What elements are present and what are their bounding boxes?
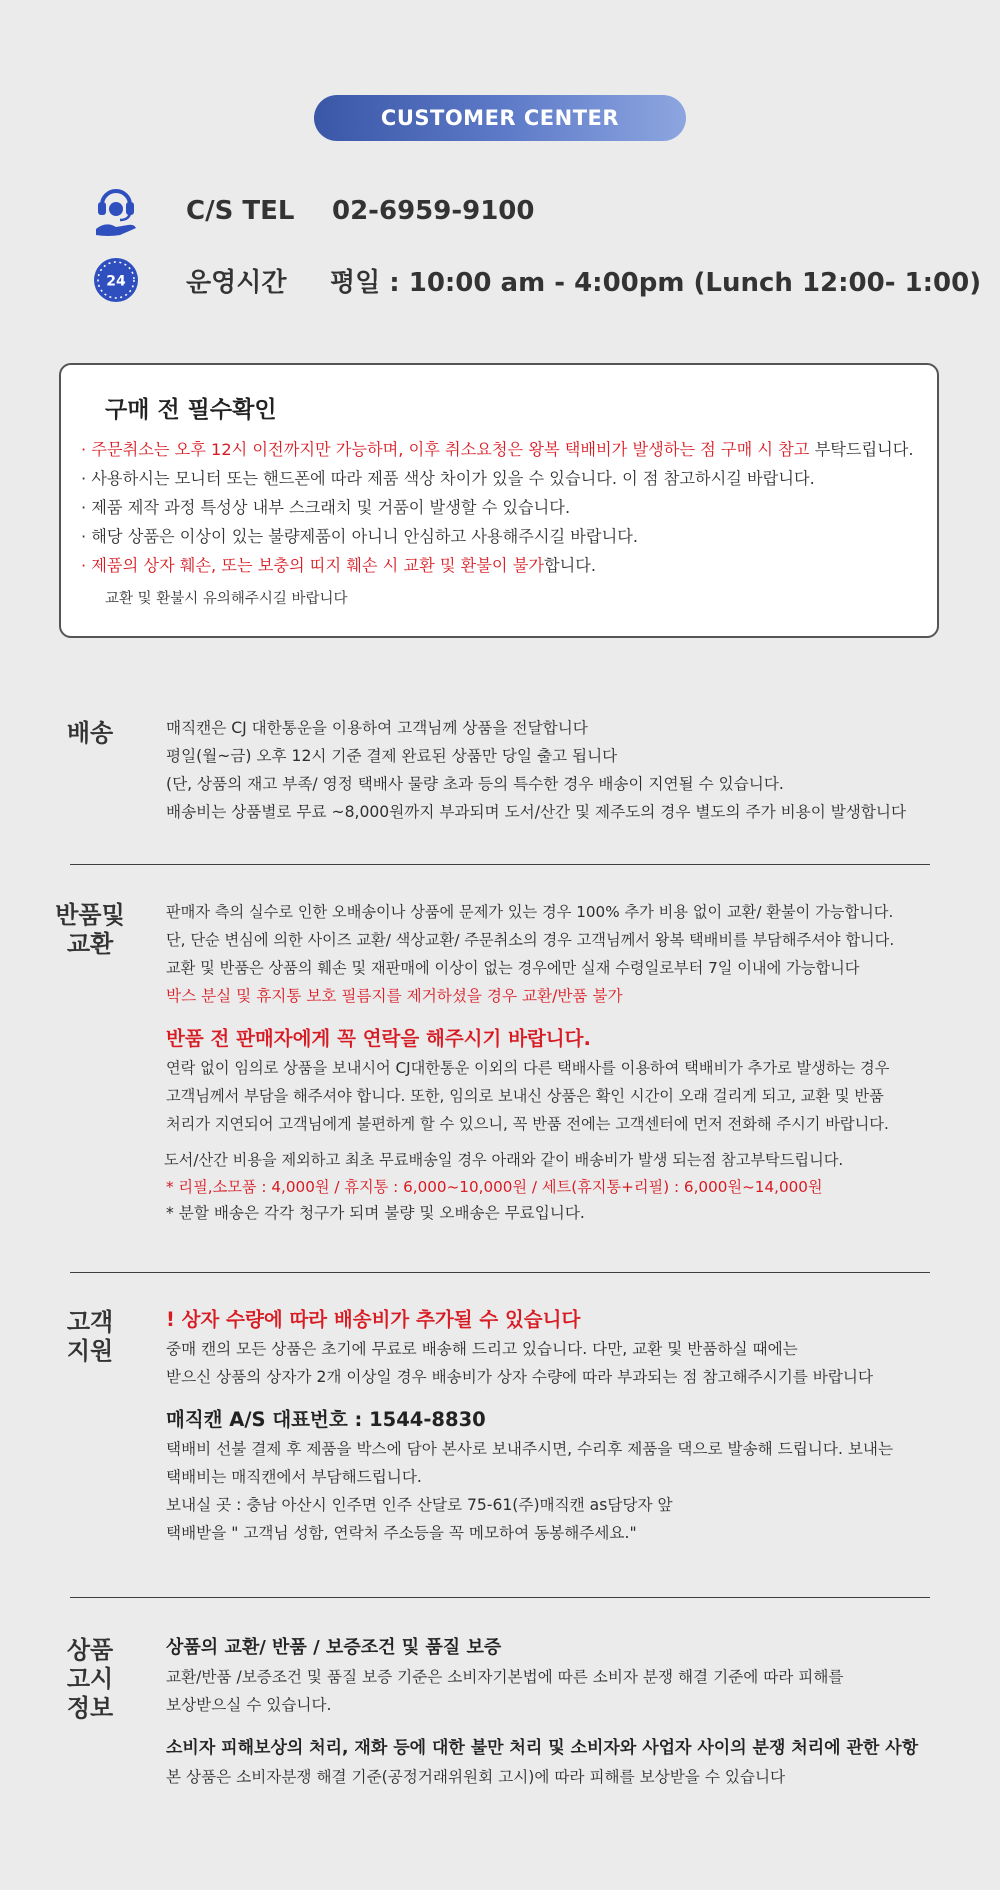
notice-line bbox=[81, 435, 914, 464]
cs-tel-label: C/S TEL bbox=[186, 196, 295, 226]
support-line: 보내실 곳 : 충남 아산시 인주면 인주 산달로 75-61(주)매직캔 as담당자 앞 bbox=[166, 1496, 673, 1514]
hours-value: 평일 : 10:00 am - 4:00pm (Lunch 12:00- 1:00) bbox=[330, 267, 982, 298]
section-divider bbox=[70, 1597, 930, 1598]
notice-line-red: · 제품의 상자 훼손, 또는 보충의 띠지 훼손 시 교환 및 환불이 불가 bbox=[81, 556, 544, 575]
cs-tel-number[interactable]: 02-6959-9100 bbox=[332, 196, 535, 226]
returns-warning: 박스 분실 및 휴지통 보호 필름지를 제거하셨을 경우 교환/반품 불가 bbox=[166, 987, 623, 1005]
returns-heading bbox=[50, 901, 130, 959]
product-info-heading-line: 고시 bbox=[66, 1665, 114, 1693]
product-info-line: 교환/반품 /보증조건 및 품질 보증 기준은 소비자기본법에 따른 소비자 분쟁 해결 기준에 따라 피해를 bbox=[166, 1668, 844, 1686]
notice-line-rest: 합니다. bbox=[543, 556, 597, 575]
returns-line: 단, 단순 변심에 의한 사이즈 교환/ 색상교환/ 주문취소의 경우 고객님께서 왕복 택배비를 부담해주셔야 합니다. bbox=[166, 931, 895, 949]
support-line: 받으신 상품의 상자가 2개 이상일 경우 배송비가 상자 수량에 따라 부과되는 점 참고해주시기를 바랍니다 bbox=[166, 1368, 874, 1386]
notice-footer: 교환 및 환불시 유의해주시길 바랍니다 bbox=[105, 591, 348, 607]
customer-center-banner bbox=[314, 95, 686, 141]
returns-fee-list: * 리필,소모품 : 4,000원 / 휴지통 : 6,000~10,000원 / 세트(휴지통+리필) : 6,000원~14,000원 bbox=[166, 1178, 823, 1196]
hours-row bbox=[88, 252, 982, 308]
support-heading-line: 고객 bbox=[66, 1308, 114, 1336]
spacer bbox=[166, 1010, 966, 1024]
clock-24-label: 24 bbox=[106, 273, 126, 290]
support-line: 택배비는 매직캔에서 부담해드립니다. bbox=[166, 1468, 422, 1486]
returns-line: 처리가 지연되어 고객님에게 불편하게 할 수 있으니, 꼭 반품 전에는 고객센터에 먼저 전화해 주시기 바랍니다. bbox=[166, 1115, 889, 1133]
shipping-heading: 배송 bbox=[66, 719, 114, 747]
product-info-heading bbox=[50, 1636, 130, 1723]
returns-line: 고객님께서 부담을 해주셔야 합니다. 또한, 임의로 보내신 상품은 확인 시간이 오래 걸리게 되고, 교환 및 반품 bbox=[166, 1087, 884, 1105]
shipping-line: (단, 상품의 재고 부족/ 영정 택배사 물량 초과 등의 특수한 경우 배송이 지연될 수 있습니다. bbox=[166, 775, 784, 793]
headset-icon bbox=[88, 183, 144, 239]
shipping-line: 평일(월~금) 오후 12시 기준 결제 완료된 상품만 당일 출고 됩니다 bbox=[166, 747, 618, 765]
product-info-line: 본 상품은 소비자분쟁 해결 기준(공정거래위원회 고시)에 따라 피해를 보상받을 수 있습니다 bbox=[166, 1768, 786, 1786]
clock-24-icon bbox=[88, 252, 144, 308]
support-body bbox=[166, 1305, 966, 1547]
product-info-headline: 상품의 교환/ 반품 / 보증조건 및 품질 보증 bbox=[166, 1637, 502, 1658]
spacer bbox=[166, 1391, 966, 1405]
notice-line: · 제품 제작 과정 특성상 내부 스크래치 및 거품이 발생할 수 있습니다. bbox=[81, 498, 571, 517]
shipping-line: 배송비는 상품별로 무료 ~8,000원까지 부과되며 도서/산간 및 제주도의 경우 별도의 주가 비용이 발생합니다 bbox=[166, 803, 907, 821]
notice-line: · 사용하시는 모니터 또는 핸드폰에 따라 제품 색상 차이가 있을 수 있습니다. 이 점 참고하시길 바랍니다. bbox=[81, 469, 815, 488]
support-as-number: 매직캔 A/S 대표번호 : 1544-8830 bbox=[166, 1408, 486, 1431]
notice-list bbox=[81, 435, 914, 580]
product-info-heading-line: 상품 bbox=[66, 1636, 114, 1664]
returns-line: 교환 및 반품은 상품의 훼손 및 재판매에 이상이 없는 경우에만 실재 수령일로부터 7일 이내에 가능합니다 bbox=[166, 959, 860, 977]
customer-center-title: CUSTOMER CENTER bbox=[380, 106, 620, 130]
hours-label: 운영시간 bbox=[186, 267, 287, 298]
product-info-line: 보상받으실 수 있습니다. bbox=[166, 1696, 332, 1714]
shipping-body bbox=[166, 714, 966, 826]
product-info-body bbox=[166, 1633, 966, 1791]
purchase-notice-box bbox=[59, 363, 939, 638]
returns-split-note: * 분할 배송은 각각 청구가 되며 불량 및 오배송은 무료입니다. bbox=[166, 1204, 585, 1222]
returns-line: 연락 없이 임의로 상품을 보내시어 CJ대한통운 이외의 다른 택배사를 이용하여 택배비가 추가로 발생하는 경우 bbox=[166, 1059, 890, 1077]
notice-line: · 해당 상품은 이상이 있는 불량제품이 아니니 안심하고 사용해주시길 바랍니다. bbox=[81, 527, 638, 546]
product-info-heading-line: 정보 bbox=[66, 1694, 114, 1722]
notice-line-rest: 부탁드립니다. bbox=[809, 440, 914, 459]
cs-tel-row bbox=[88, 183, 535, 239]
notice-title: 구매 전 필수확인 bbox=[105, 397, 277, 423]
support-heading-line: 지원 bbox=[66, 1337, 114, 1365]
returns-headline: 반품 전 판매자에게 꼭 연락을 해주시기 바랍니다. bbox=[166, 1027, 591, 1050]
support-heading bbox=[50, 1308, 130, 1366]
support-line: 택배비 선불 결제 후 제품을 박스에 담아 본사로 보내주시면, 수리후 제품을 댁으로 발송해 드립니다. 보내는 bbox=[166, 1440, 894, 1458]
spacer bbox=[166, 1719, 966, 1733]
returns-line: 판매자 측의 실수로 인한 오배송이나 상품에 문제가 있는 경우 100% 추가 비용 없이 교환/ 환불이 가능합니다. bbox=[166, 903, 894, 921]
returns-fee-note: 도서/산간 비용을 제외하고 최초 무료배송일 경우 아래와 같이 배송비가 발생 되는점 참고부탁드립니다. bbox=[164, 1151, 844, 1169]
notice-line bbox=[81, 551, 914, 580]
support-line: 중매 캔의 모든 상품은 초기에 무료로 배송해 드리고 있습니다. 다만, 교환 및 반품하실 때에는 bbox=[166, 1340, 798, 1358]
section-divider bbox=[70, 1272, 930, 1273]
notice-line-red: · 주문취소는 오후 12시 이전까지만 가능하며, 이후 취소요청은 왕복 택배비가 발생하는 점 구매 시 참고 bbox=[81, 440, 810, 459]
spacer bbox=[166, 1138, 966, 1146]
shipping-line: 매직캔은 CJ 대한통운을 이용하여 고객님께 상품을 전달합니다 bbox=[166, 719, 588, 737]
product-info-headline: 소비자 피해보상의 처리, 재화 등에 대한 불만 처리 및 소비자와 사업자 사이의 분쟁 처리에 관한 사항 bbox=[166, 1738, 919, 1758]
returns-heading-line: 교환 bbox=[66, 930, 114, 958]
section-divider bbox=[70, 864, 930, 865]
support-headline-red: ! 상자 수량에 따라 배송비가 추가될 수 있습니다 bbox=[166, 1308, 581, 1331]
support-line: 택배받을 " 고객님 성함, 연락처 주소등을 꼭 메모하여 동봉해주세요." bbox=[166, 1524, 637, 1542]
returns-body bbox=[166, 898, 966, 1226]
returns-heading-line: 반품및 bbox=[55, 901, 125, 929]
